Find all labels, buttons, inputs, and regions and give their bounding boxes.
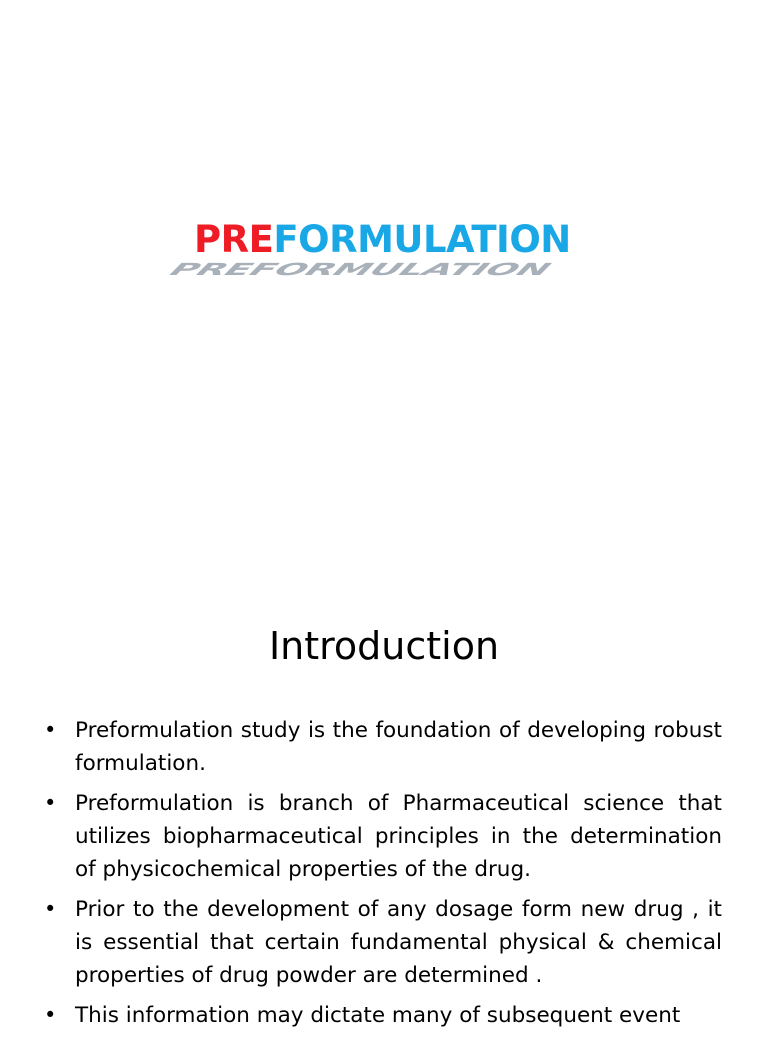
title-part-formulation: FORMULATION (273, 218, 571, 261)
bullet-icon: • (44, 718, 57, 742)
slide-heading: Introduction (268, 624, 500, 668)
introduction-slide (0, 600, 768, 1028)
bullet-icon: • (44, 791, 57, 815)
bullet-item (40, 787, 722, 886)
bullet-item (40, 893, 722, 992)
title-shadow: PREFORMULATION (162, 259, 559, 279)
bullet-text: Preformulation study is the foundation of developing robust formulation. (75, 718, 722, 776)
title-part-pre: PRE (194, 218, 274, 261)
title-text (194, 218, 571, 261)
bullet-item (40, 999, 722, 1032)
bullet-icon: • (44, 1003, 57, 1027)
slide-title (162, 218, 590, 279)
bullet-item (40, 714, 722, 780)
bullet-list (40, 714, 722, 1039)
bullet-text: Prior to the development of any dosage form new drug , it is essential that certain fundamental physical & chemical properties of drug powder are determined . (75, 897, 722, 988)
bullet-text: Preformulation is branch of Pharmaceutical science that utilizes biopharmaceutical principles in the determination of physicochemical properties of the drug. (75, 791, 722, 882)
bullet-icon: • (44, 897, 57, 921)
bullet-text: This information may dictate many of subsequent event (75, 1003, 681, 1028)
